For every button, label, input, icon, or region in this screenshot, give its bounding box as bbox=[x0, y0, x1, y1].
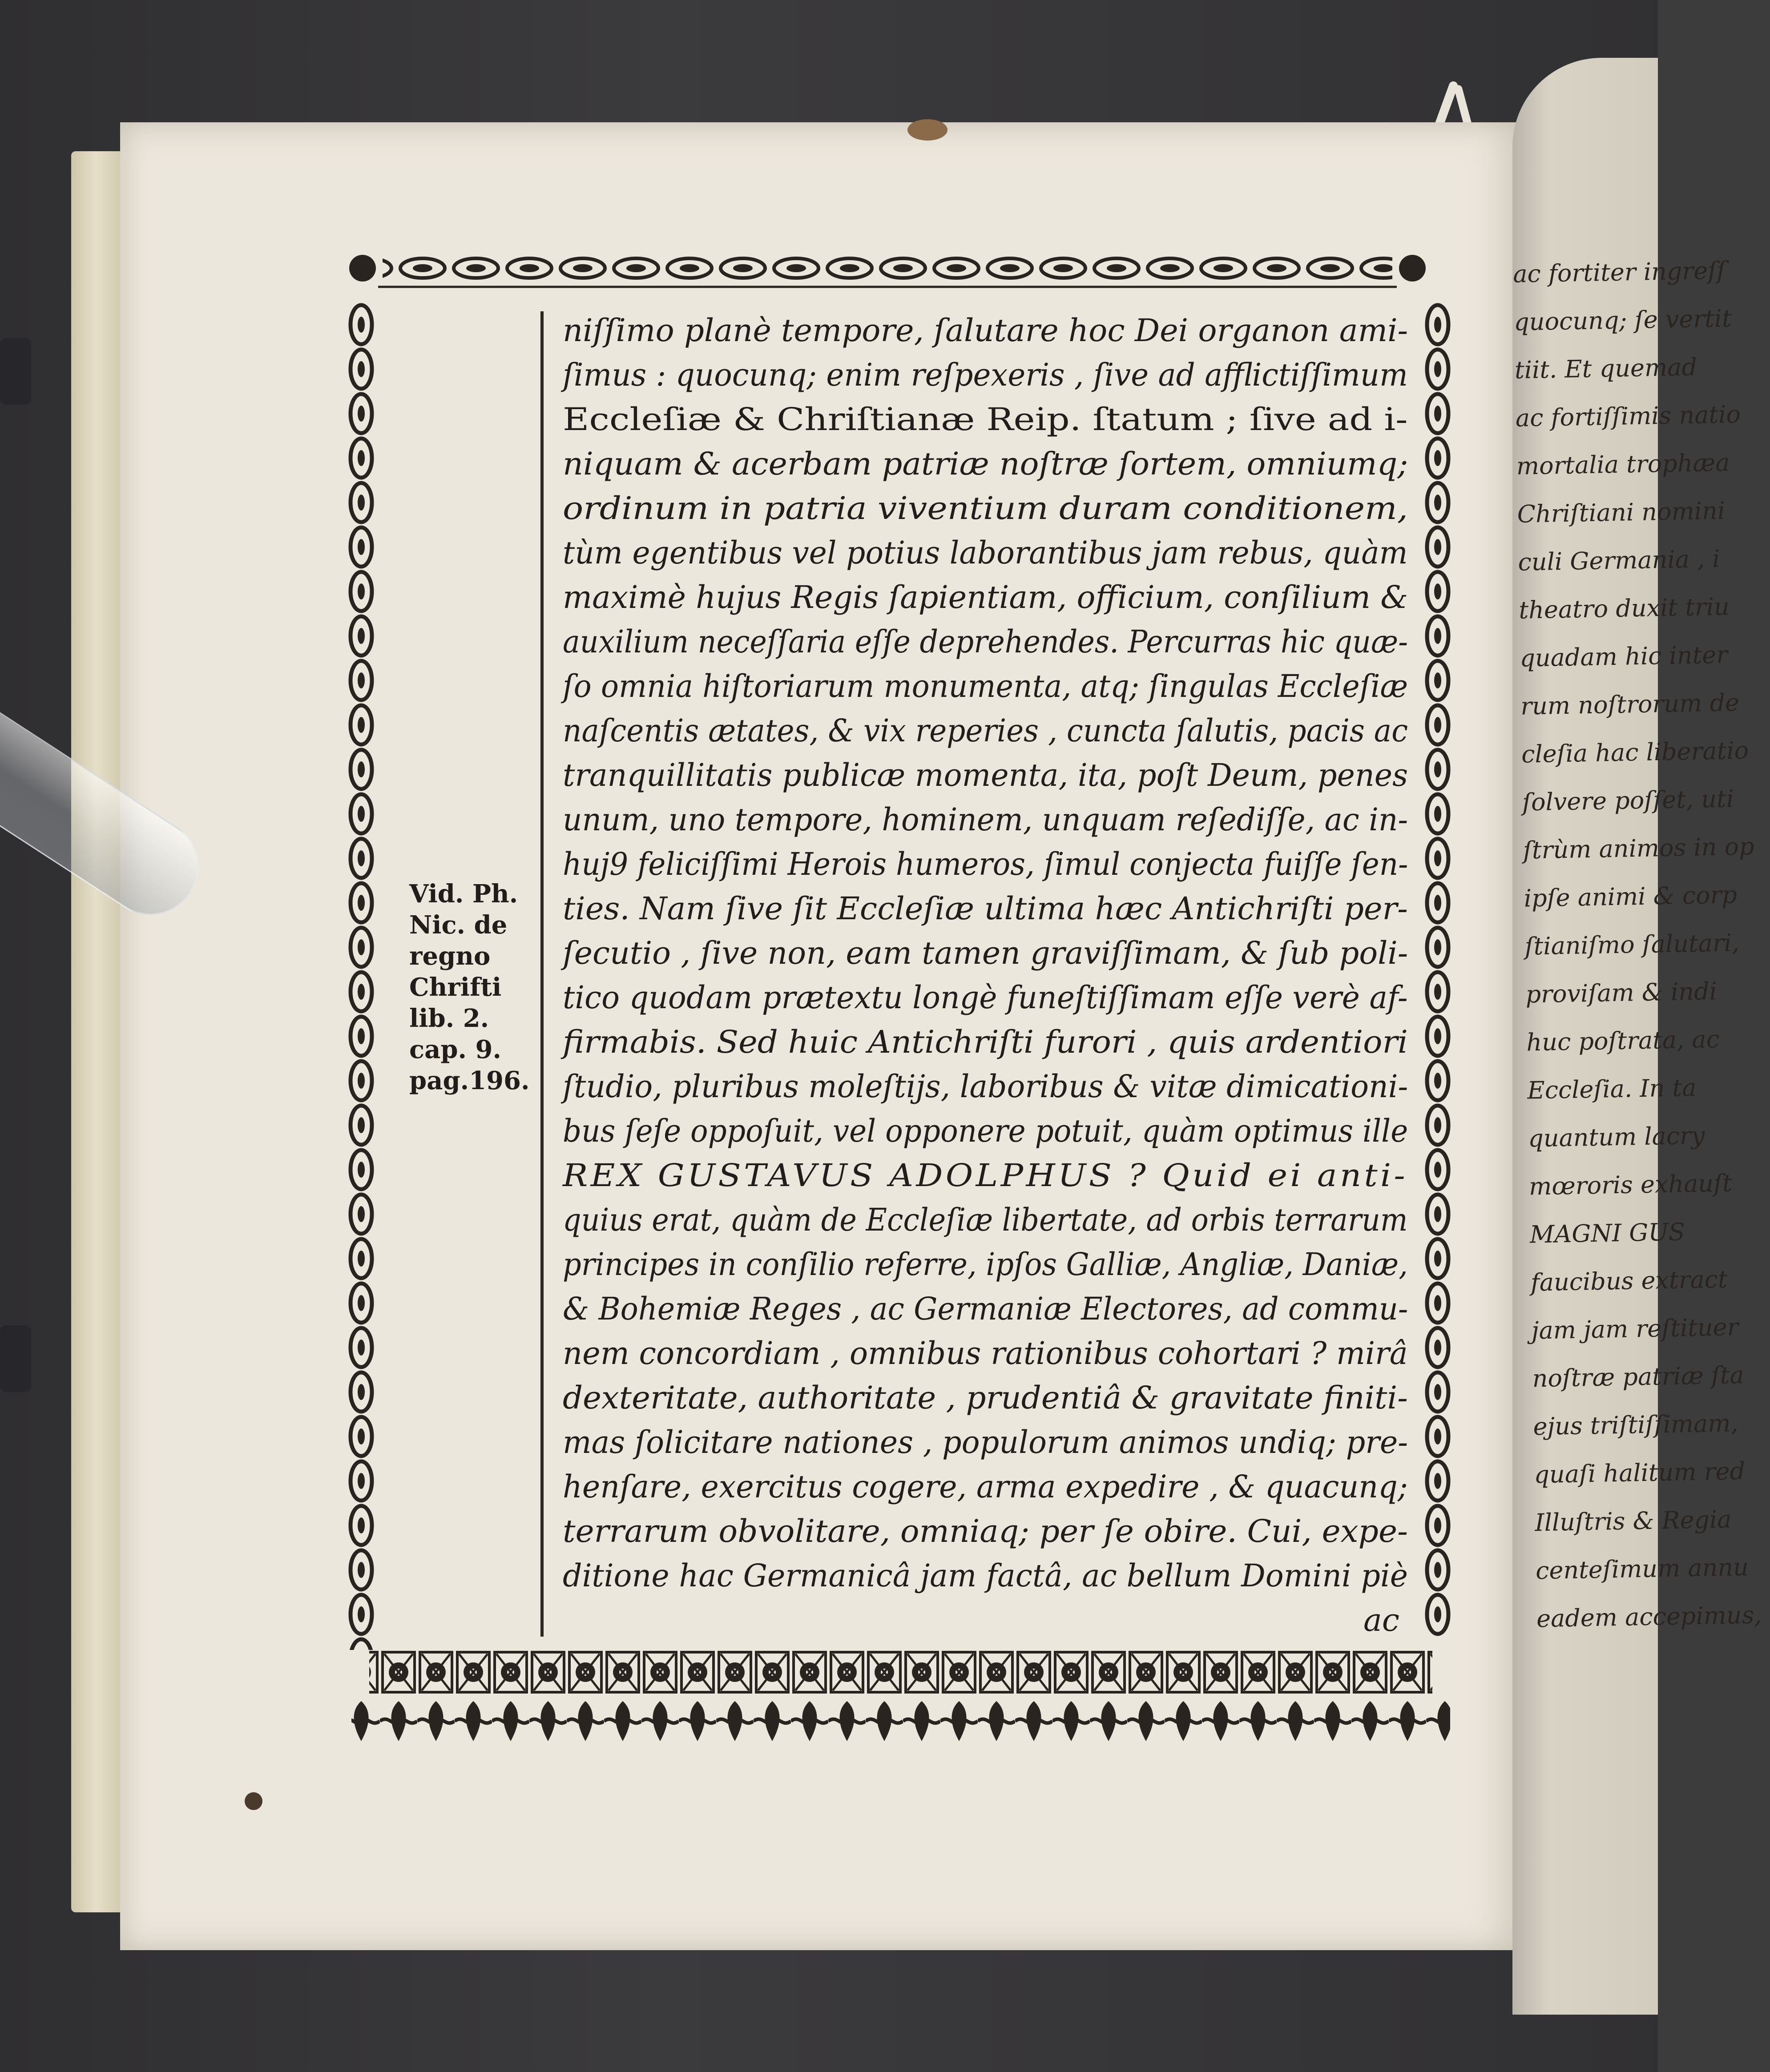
text-line: naſcentis ætates, & vix reperies , cuncta ſalutis, pacis ac bbox=[563, 712, 1408, 749]
right-page-line: rum noſtrorum de bbox=[1520, 688, 1740, 720]
left-ornament-border bbox=[343, 302, 380, 1650]
text-line: tico quodam prætextu longè funeſtiſſimam eſſe verè af- bbox=[563, 979, 1408, 1016]
right-page-line: ſolvere poſſet, uti bbox=[1522, 785, 1734, 817]
margin-note bbox=[409, 878, 543, 1096]
text-line: & Bohemiæ Reges , ac Germaniæ Electores, ad commu- bbox=[563, 1291, 1408, 1327]
right-page-line: ipſe animi & corp bbox=[1524, 881, 1738, 913]
right-page-line: quantum lacry bbox=[1528, 1121, 1705, 1153]
text-line: mas ſolicitare nationes , populorum animos undiq; pre- bbox=[563, 1424, 1408, 1460]
page-spot bbox=[245, 1792, 262, 1810]
clamp-tab-bottom bbox=[0, 1325, 31, 1392]
text-line: ſecutio , ſive non, eam tamen graviſſimam, & ſub poli- bbox=[563, 935, 1408, 971]
right-page-line: MAGNI GUS bbox=[1529, 1218, 1685, 1249]
right-page-line: Illuſtris & Regia bbox=[1534, 1505, 1732, 1537]
margin-note-line: pag.196. bbox=[409, 1066, 530, 1095]
text-line: principes in conſilio referre, ipſos Galliæ, Angliæ, Daniæ, bbox=[563, 1246, 1408, 1283]
text-line: nem concordiam , omnibus rationibus cohortari ? mirâ bbox=[563, 1335, 1408, 1372]
text-line: firmabis. Sed huic Antichriſti furori , quis ardentiori bbox=[563, 1024, 1408, 1060]
right-page-line: eadem accepimus, bbox=[1536, 1601, 1762, 1633]
margin-note-line: Nic. de bbox=[409, 910, 508, 940]
clamp-tab-top bbox=[0, 338, 31, 405]
margin-note-line: Chrifti bbox=[409, 973, 502, 1002]
text-line: dexteritate, authoritate , prudentiâ & gravitate finiti- bbox=[563, 1380, 1408, 1416]
right-page-text bbox=[1512, 248, 1762, 1762]
right-page-line: noſtræ patriæ ſta bbox=[1532, 1361, 1745, 1393]
margin-note-line: regno bbox=[409, 941, 491, 971]
right-page-line: jam jam reſtituer bbox=[1531, 1313, 1739, 1345]
right-page-line: culi Germania , i bbox=[1518, 544, 1721, 576]
right-page-line: quocunq; ſe vertit bbox=[1513, 304, 1732, 336]
margin-note-line: Vid. Ph. bbox=[409, 879, 518, 909]
text-line: ſimus : quocunq; enim reſpexeris , ſive ad afflictiſſimum bbox=[563, 357, 1408, 393]
right-page-line: ejus triſtiſſimam, bbox=[1532, 1409, 1739, 1441]
catchword: ac bbox=[1363, 1602, 1399, 1638]
text-line: ſo omnia hiſtoriarum monumenta, atq; ſingulas Eccleſiæ bbox=[563, 668, 1408, 704]
text-line: huj9 feliciſſimi Herois humeros, ſimul conjecta fuiſſe ſen- bbox=[563, 846, 1408, 882]
right-ornament-border bbox=[1419, 302, 1457, 1637]
right-page-line: ſtianiſmo ſalutari, bbox=[1524, 929, 1740, 961]
page-stain bbox=[907, 119, 947, 141]
text-line: terrarum obvolitare, omniaq; per ſe obire. Cui, expe- bbox=[563, 1513, 1408, 1549]
text-line: ties. Nam ſive ſit Eccleſiæ ultima hæc Antichriſti per- bbox=[563, 890, 1408, 927]
right-page-line: quadam hic inter bbox=[1519, 640, 1728, 672]
text-line: tranquillitatis publicæ momenta, ita, poſt Deum, penes bbox=[563, 757, 1408, 793]
text-line: henſare, exercitus cogere, arma expedire , & quacunq; bbox=[563, 1469, 1408, 1505]
right-page-line: Eccleſia. In ta bbox=[1527, 1073, 1697, 1105]
right-page-line: theatro duxit triu bbox=[1518, 592, 1730, 624]
right-page-line: tiit. Et quemad bbox=[1514, 353, 1697, 384]
text-line: Eccleſiæ & Chriſtianæ Reip. ſtatum ; ſive ad i- bbox=[563, 401, 1408, 438]
right-page-line: mortalia trophæa bbox=[1516, 448, 1730, 480]
right-page-line: mœroris exhauſt bbox=[1528, 1169, 1733, 1201]
top-ornament-border bbox=[343, 247, 1432, 289]
text-line: niſſimo planè tempore, ſalutare hoc Dei organon ami- bbox=[563, 312, 1408, 349]
right-page-line: faucibus extract bbox=[1530, 1265, 1728, 1297]
text-line: maximè hujus Regis ſapientiam, officium, conſilium & bbox=[563, 579, 1408, 616]
text-line: unum, uno tempore, hominem, unquam reſediſſe, ac in- bbox=[563, 801, 1408, 838]
right-page-line: cleſia hac liberatio bbox=[1521, 736, 1749, 768]
margin-note-line: lib. 2. bbox=[409, 1004, 489, 1033]
text-line: auxilium neceſſaria eſſe deprehendes. Percurras hic quæ- bbox=[563, 624, 1408, 660]
text-line: ditione hac Germanicâ jam factâ, ac bellum Domini piè bbox=[563, 1557, 1408, 1594]
margin-note-line: cap. 9. bbox=[409, 1035, 501, 1064]
text-line: tùm egentibus vel potius laborantibus jam rebus, quàm bbox=[563, 535, 1408, 571]
bottom-ornament-border bbox=[343, 1648, 1459, 1750]
text-line: quius erat, quàm de Eccleſiæ libertate, ad orbis terrarum bbox=[563, 1202, 1408, 1238]
right-page-line: quaſi halitum red bbox=[1533, 1457, 1746, 1489]
text-line: bus ſeſe oppoſuit, vel opponere potuit, quàm optimus ille bbox=[563, 1113, 1408, 1149]
text-line: ſtudio, pluribus moleſtijs, laboribus & vitæ dimicationi- bbox=[563, 1068, 1408, 1105]
right-page-line: ſtrùm animos in op bbox=[1523, 832, 1755, 865]
right-page-line: ac fortiter ingreſſ bbox=[1512, 256, 1726, 288]
text-line: ordinum in patria viventium duram conditionem, bbox=[563, 490, 1408, 527]
body-text bbox=[563, 308, 1421, 1642]
right-page-line: ac fortiſſimis natio bbox=[1515, 400, 1741, 432]
right-page-line: centeſimum annu bbox=[1535, 1553, 1749, 1585]
right-page-line: huc poſtrata, ac bbox=[1526, 1025, 1720, 1057]
right-page-line: proviſam & indi bbox=[1525, 977, 1718, 1009]
right-page-line: Chriſtiani nomini bbox=[1517, 496, 1726, 528]
text-line: REX GUSTAVUS ADOLPHUS ? Quid ei anti- bbox=[563, 1157, 1408, 1194]
text-line: niquam & acerbam patriæ noſtræ ſortem, omniumq; bbox=[563, 446, 1408, 482]
